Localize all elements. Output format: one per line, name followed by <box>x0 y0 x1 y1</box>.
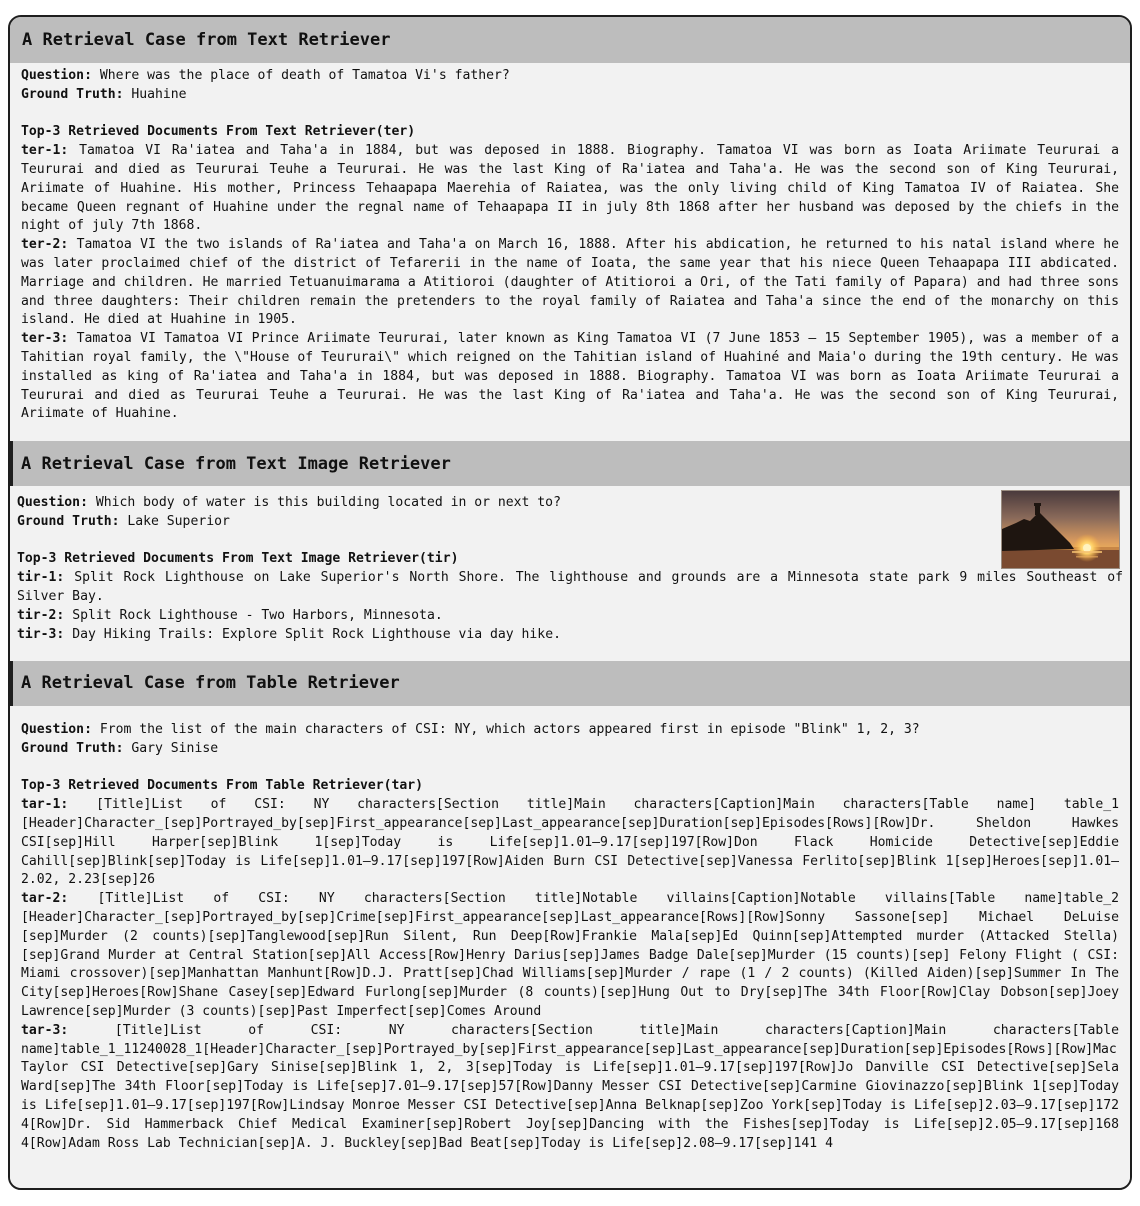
table-retriever-body <box>10 706 1130 1188</box>
ground-truth-line: Ground Truth: Lake Superior <box>17 513 230 529</box>
retrieved-doc-tir-3: tir-3: Day Hiking Trails: Explore Split Rock Lighthouse via day hike. <box>17 626 561 642</box>
question-text: Which body of water is this building located in or next to? <box>95 495 561 510</box>
retrieved-doc-tir-1: tir-1: Split Rock Lighthouse on Lake Superior's North Shore. The lighthouse and grounds are a Minnesota state park 9 miles Southeast of Silver Bay. <box>17 570 1123 604</box>
question-line: Question: Which body of water is this building located in or next to? <box>17 495 561 510</box>
table-retriever-title: A Retrieval Case from Table Retriever <box>21 673 400 693</box>
docs-title: Top-3 Retrieved Documents From Table Retriever(tar) <box>21 778 424 794</box>
text-image-retriever-title: A Retrieval Case from Text Image Retriever <box>21 454 451 474</box>
retrieved-doc-tar-1: tar-1: [Title]List of CSI: NY characters[Section title]Main characters[Caption]Main characters[Table name] table_1 [Header]Character_[sep]Portrayed_by[sep]First_appearance[sep]Last_appearance[sep]Duration[sep]Episodes[Rows][Row]Dr. Sheldon Hawkes CSI[sep]Hill Harper[sep]Blink 1[sep]Today is Life[sep]1.01–9.17[sep]197[Row]Don Flack Homicide Detective[sep]Eddie Cahill[sep]Blink[sep]Today is Life[sep]1.01–9.17[sep]197[Row]Aiden Burn CSI Detective[sep]Vanessa Ferlito[sep]Blink 1[sep]Heroes[sep]1.01–2.02, 2.23[sep]26 <box>21 797 1119 888</box>
ground-truth-text: Huahine <box>131 86 187 102</box>
retrieval-cases-figure <box>8 15 1132 1190</box>
ground-truth-line: Ground Truth: Huahine <box>21 86 187 102</box>
lighthouse-sunset-image <box>1002 491 1119 568</box>
lighthouse-sunset-photo <box>1001 490 1120 569</box>
question-text: Where was the place of death of Tamatoa Vi's father? <box>99 68 510 83</box>
retrieved-doc-ter-1: ter-1: Tamatoa VI Ra'iatea and Taha'a in 1884, but was deposed in 1888. Biography. Tamatoa VI was born as Ioata Ariimate Teururai a Teururai and died as Teururai Teuhe a Teururai. He was the last King of Ra'iatea and Taha'a. He was the second son of King Teururai, Ariimate of Huahine. His mother, Princess Tehaapapa Maerehia of Raiatea, was the only living child of King Tamatoa IV of Raiatea. She became Queen regnant of Huahine under the regnal name of Tehaapapa II in july 8th 1868 after her husband was deposed by the chiefs in the night of july 7th 1868. <box>21 143 1119 234</box>
ground-truth-text: Lake Superior <box>127 513 230 529</box>
text-retriever-body <box>10 63 1130 441</box>
retrieved-doc-tir-2: tir-2: Split Rock Lighthouse - Two Harbors, Minnesota. <box>17 607 443 623</box>
table-retriever-header <box>10 661 1130 706</box>
docs-title: Top-3 Retrieved Documents From Text Image Retriever(tir) <box>17 551 459 567</box>
docs-title: Top-3 Retrieved Documents From Text Retriever(ter) <box>21 124 416 140</box>
ground-truth-line: Ground Truth: Gary Sinise <box>21 740 219 756</box>
retrieved-doc-ter-2: ter-2: Tamatoa VI the two islands of Ra'iatea and Taha'a on March 16, 1888. After his abdication, he returned to his natal island where he was later proclaimed chief of the district of Tefarerii in the name of Ioata, the same year that his niece Queen Tehaapapa III abdicated. Marriage and children. He married Tetuanuimarama a Atitioroi (daughter of Atitioroi a Ori, of the Tati family of Papara) and had three sons and three daughters: Their children remain the pretenders to the royal family of Raiatea and Taha'a since the end of the monarchy on this island. He died at Huahine in 1905. <box>21 237 1119 328</box>
question-line: Question: From the list of the main characters of CSI: NY, which actors appeared first in episode "Blink" 1, 2, 3? <box>21 722 920 737</box>
retrieved-doc-tar-2: tar-2: [Title]List of CSI: NY characters[Section title]Notable villains[Caption]Notable villains[Table name]table_2 [Header]Character_[sep]Portrayed_by[sep]Crime[sep]First_appearance[sep]Last_appearance[Rows][Row]Sonny Sassone[sep] Michael DeLuise [sep]Murder (2 counts)[sep]Tanglewood[sep]Run Silent, Run Deep[Row]Frankie Mala[sep]Ed Quinn[sep]Attempted murder (Attacked Stella)[sep]Grand Murder at Central Station[sep]All Access[Row]Henry Darius[sep]James Badge Dale[sep]Murder (15 counts)[sep] Felony Flight ( CSI: Miami crossover)[sep]Manhattan Manhunt[Row]D.J. Pratt[sep]Chad Williams[sep]Murder / rape (1 / 2 counts) (Killed Aiden)[sep]Summer In The City[sep]Heroes[Row]Shane Casey[sep]Edward Furlong[sep]Murder (8 counts)[sep]Hung Out to Dry[sep]The 34th Floor[Row]Clay Dobson[sep]Joey Lawrence[sep]Murder (3 counts)[sep]Past Imperfect[sep]Comes Around <box>21 891 1119 1019</box>
retrieved-doc-ter-3: ter-3: Tamatoa VI Tamatoa VI Prince Ariimate Teururai, later known as King Tamatoa VI (7 June 1853 – 15 September 1905), was a member of a Tahitian royal family, the \"House of Teururai\" which reigned on the Tahitian island of Huahiné and Maia'o during the 19th century. He was installed as king of Ra'iatea and Taha'a in 1884, but was deposed in 1888. Biography. Tamatoa VI was born as Ioata Ariimate Teururai a Teururai and died as Teururai Teuhe a Teururai. He was the last King of Ra'iatea and Taha'a. He was the second son of King Teururai, Ariimate of Huahine. <box>21 331 1120 422</box>
text-image-retriever-body <box>10 486 1130 661</box>
ground-truth-text: Gary Sinise <box>131 740 219 756</box>
text-retriever-title: A Retrieval Case from Text Retriever <box>22 30 391 50</box>
text-image-retriever-header <box>10 441 1130 486</box>
text-retriever-header <box>10 17 1130 63</box>
retrieved-doc-tar-3: tar-3: [Title]List of CSI: NY characters[Section title]Main characters[Caption]Main characters[Table name]table_1_11240028_1[Header]Character_[sep]Portrayed_by[sep]First_appearance[sep]Last_appearance[sep]Duration[sep]Episodes[Rows][Row]Mac Taylor CSI Detective[sep]Gary Sinise[sep]Blink 1, 2, 3[sep]Today is Life[sep]1.01–9.17[sep]197[Row]Jo Danville CSI Detective[sep]Sela Ward[sep]The 34th Floor[sep]Today is Life[sep]7.01–9.17[sep]57[Row]Danny Messer CSI Detective[sep]Carmine Giovinazzo[sep]Blink 1[sep]Today is Life[sep]1.01–9.17[sep]197[Row]Lindsay Monroe Messer CSI Detective[sep]Anna Belknap[sep]Zoo York[sep]Today is Life[sep]2.03–9.17[sep]172 4[Row]Dr. Sid Hammerback Chief Medical Examiner[sep]Robert Joy[sep]Dancing with the Fishes[sep]Today is Life[sep]2.05–9.17[sep]168 4[Row]Adam Ross Lab Technician[sep]A. J. Buckley[sep]Bad Beat[sep]Today is Life[sep]2.08–9.17[sep]141 4 <box>21 1022 1119 1151</box>
question-text: From the list of the main characters of CSI: NY, which actors appeared first in episode "Blink" 1, 2, 3? <box>99 722 920 737</box>
question-line: Question: Where was the place of death of Tamatoa Vi's father? <box>21 68 510 83</box>
